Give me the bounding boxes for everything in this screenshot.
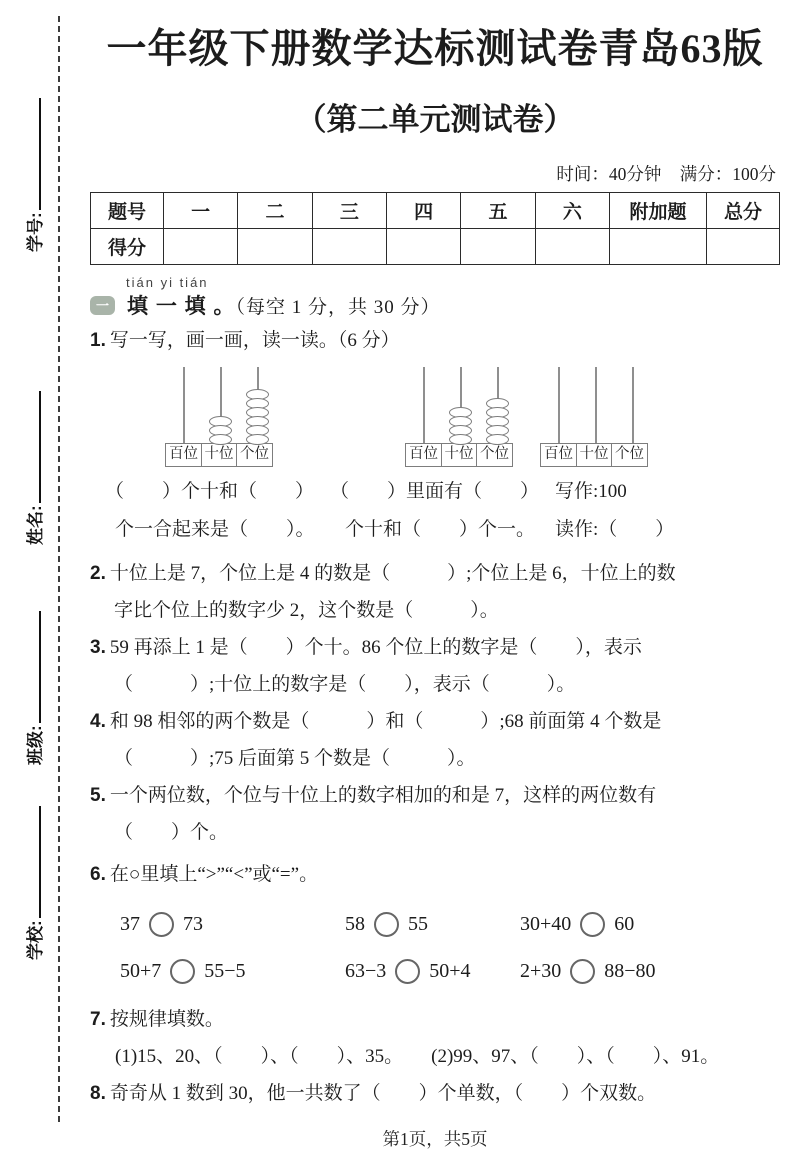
header-part-4: 四: [386, 193, 460, 229]
comparison-item: [345, 912, 520, 937]
name-blank-line: [25, 391, 41, 503]
ones-label: 个位: [476, 443, 513, 467]
abacus-bead: [486, 434, 509, 445]
abacus-empty: [540, 367, 651, 467]
paper-content: [90, 0, 780, 1151]
question-8-number: 8.: [90, 1083, 106, 1104]
score-cell: [707, 229, 780, 265]
cmp-left: 58: [345, 913, 365, 935]
class-blank-line: [25, 611, 41, 723]
question-1: [90, 322, 780, 359]
hundreds-label: 百位: [540, 443, 577, 467]
question-2-number: 2.: [90, 563, 106, 584]
question-6: [90, 856, 780, 893]
answer-circle: [149, 912, 174, 937]
question-7: [90, 1001, 780, 1038]
question-5: [90, 777, 780, 814]
hundreds-label: 百位: [405, 443, 442, 467]
full-score: 满分：100分: [679, 164, 776, 184]
cmp-right: 55: [408, 913, 428, 935]
score-cell: [238, 229, 312, 265]
abacus-rod: [202, 367, 239, 443]
abacus-45-rods: [405, 367, 516, 443]
ones-label: 个位: [236, 443, 273, 467]
header-question-no: 题号: [91, 193, 164, 229]
question-6-title: 在○里填上“>”“<”或“=”。: [109, 864, 319, 885]
question-8: [90, 1075, 780, 1112]
q7-sequence-1: (1)15、20、（ ）、（ ）、35。: [115, 1046, 404, 1067]
cmp-right: 55−5: [204, 960, 246, 982]
paper-subtitle: （第二单元测试卷）: [295, 102, 575, 137]
question-6-number: 6.: [90, 864, 106, 885]
school-field: [16, 775, 50, 960]
rod-line: [632, 367, 635, 443]
abacus-36-rods: [165, 367, 276, 443]
question-4-line-2: （ ）;75 后面第 5 个数是（ ）。: [114, 748, 476, 769]
question-7-sequences: [90, 1038, 780, 1075]
q1-blanks-row-1: [90, 473, 780, 511]
left-margin-strip: [0, 0, 60, 1122]
paper-title: 一年级下册数学达标测试卷青岛63版: [106, 26, 764, 71]
question-3-line-2: （ ）;十位上的数字是（ ），表示（ ）。: [114, 674, 576, 695]
abacus-rod: [239, 367, 276, 443]
school-blank-line: [25, 806, 41, 918]
score-cell: [164, 229, 238, 265]
abacus-36-labels: [165, 443, 276, 467]
answer-circle: [170, 959, 195, 984]
section-1-heading: [90, 290, 780, 320]
cmp-left: 63−3: [345, 960, 387, 982]
answer-circle: [374, 912, 399, 937]
question-1-number: 1.: [90, 330, 106, 351]
ones-label: 个位: [611, 443, 648, 467]
score-table-header-row: [91, 193, 780, 229]
hundreds-label: 百位: [165, 443, 202, 467]
score-cell: [312, 229, 386, 265]
abacus-bead: [449, 434, 472, 445]
cmp-right: 88−80: [604, 960, 656, 982]
question-4-line-1: 和 98 相邻的两个数是（ ）和（ ）;68 前面第 4 个数是: [109, 711, 662, 732]
score-row-label: 得分: [91, 229, 164, 265]
q1-write-as: 写作:100: [555, 481, 627, 502]
rod-line: [595, 367, 598, 443]
tens-label: 十位: [201, 443, 238, 467]
header-bonus: 附加题: [610, 193, 707, 229]
rod-line: [558, 367, 561, 443]
abacus-rod: [614, 367, 651, 443]
question-3: [90, 629, 780, 666]
score-cell: [461, 229, 535, 265]
name-label: 姓名:: [25, 505, 45, 545]
class-label: 班级:: [25, 725, 45, 765]
time-limit: 时间：40分钟: [556, 164, 662, 184]
header-total: 总分: [707, 193, 780, 229]
class-field: [16, 580, 50, 765]
q6-comparison-row-1: [90, 901, 780, 948]
header-part-3: 三: [312, 193, 386, 229]
section-points-note: （每空 1 分，共 30 分）: [235, 297, 441, 318]
cmp-left: 50+7: [120, 960, 162, 982]
score-table-score-row: [91, 229, 780, 265]
student-id-field: [16, 67, 50, 252]
question-7-title: 按规律填数。: [109, 1009, 224, 1030]
abacus-rod: [577, 367, 614, 443]
answer-circle: [570, 959, 595, 984]
comparison-item: [120, 912, 345, 937]
q6-comparison-row-2: [90, 948, 780, 995]
question-7-number: 7.: [90, 1009, 106, 1030]
abacus-empty-labels: [540, 443, 651, 467]
header-part-6: 六: [535, 193, 609, 229]
answer-circle: [395, 959, 420, 984]
abacus-bead: [246, 434, 269, 445]
comparison-item: [345, 959, 520, 984]
question-4-number: 4.: [90, 711, 106, 732]
tens-label: 十位: [576, 443, 613, 467]
abacus-figures: [90, 365, 780, 467]
abacus-rod: [165, 367, 202, 443]
q1-blank-b1: （ ）里面有（ ）: [330, 481, 540, 502]
abacus-rod: [405, 367, 442, 443]
abacus-rod: [540, 367, 577, 443]
header-part-5: 五: [461, 193, 535, 229]
question-5-line-2: （ ）个。: [114, 822, 229, 843]
cmp-left: 37: [120, 913, 140, 935]
cmp-right: 50+4: [429, 960, 471, 982]
q1-blank-a1: （ ）个十和（ ）: [105, 481, 315, 502]
q7-sequence-2: (2)99、97、（ ）、（ ）、91。: [431, 1046, 720, 1067]
header-part-2: 二: [238, 193, 312, 229]
question-4: [90, 703, 780, 740]
q1-blank-b2: 个十和（ ）个一。: [345, 519, 536, 540]
cmp-right: 60: [614, 913, 635, 935]
name-field: [16, 360, 50, 545]
question-5-number: 5.: [90, 785, 106, 806]
question-2: [90, 555, 780, 592]
section-number-badge: 一: [90, 296, 115, 315]
question-2-line-2: 字比个位上的数字少 2，这个数是（ ）。: [114, 600, 499, 621]
school-label: 学校:: [25, 920, 45, 960]
comparison-item: [120, 959, 345, 984]
cmp-right: 73: [183, 913, 203, 935]
abacus-45-labels: [405, 443, 516, 467]
section-1-title: [127, 290, 441, 320]
q1-blank-a2: 个一合起来是（ ）。: [115, 519, 315, 540]
score-table: [90, 192, 780, 265]
tens-label: 十位: [441, 443, 478, 467]
rod-line: [423, 367, 426, 443]
score-cell: [386, 229, 460, 265]
abacus-rod: [442, 367, 479, 443]
q1-blanks-row-2: [90, 511, 780, 549]
cmp-left: 30+40: [520, 913, 572, 935]
question-2-line-1: 十位上是 7，个位上是 4 的数是（ ）;个位上是 6，十位上的数: [109, 563, 676, 584]
cmp-left: 2+30: [520, 960, 562, 982]
abacus-bead: [209, 434, 232, 445]
section-title-text: 填 一 填 。: [127, 295, 236, 318]
rod-line: [183, 367, 186, 443]
abacus-rod: [479, 367, 516, 443]
student-id-label: 学号:: [25, 212, 45, 252]
header-part-1: 一: [164, 193, 238, 229]
score-cell: [610, 229, 707, 265]
page-number-footer: 第1页，共5页: [382, 1129, 488, 1149]
cut-dashed-line: [58, 16, 60, 1122]
question-1-text: 写一写，画一画，读一读。（6 分）: [109, 330, 400, 351]
comparison-item: [520, 959, 780, 984]
question-3-line-1: 59 再添上 1 是（ ）个十。86 个位上的数字是（ ），表示: [109, 637, 642, 658]
question-5-line-1: 一个两位数，个位与十位上的数字相加的和是 7，这样的两位数有: [109, 785, 657, 806]
abacus-empty-rods: [540, 367, 651, 443]
q1-read-as: 读作:（ ）: [555, 519, 675, 540]
question-3-number: 3.: [90, 637, 106, 658]
answer-circle: [580, 912, 605, 937]
comparison-item: [520, 912, 780, 937]
section-pinyin: tián yi tián: [126, 275, 209, 290]
abacus-45: [405, 367, 516, 467]
student-id-blank-line: [25, 98, 41, 210]
exam-meta: [90, 161, 780, 186]
abacus-36: [165, 367, 276, 467]
score-cell: [535, 229, 609, 265]
question-8-text: 奇奇从 1 数到 30，他一共数了（ ）个单数，（ ）个双数。: [109, 1083, 657, 1104]
